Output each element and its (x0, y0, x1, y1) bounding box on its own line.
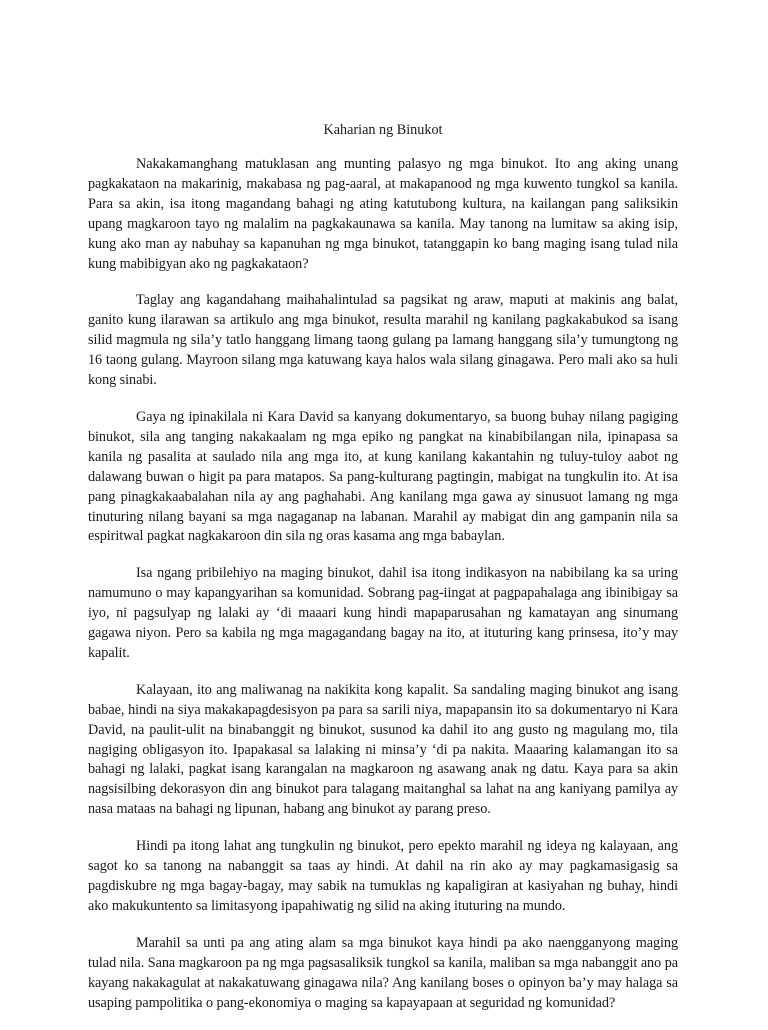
paragraph-6: Hindi pa itong lahat ang tungkulin ng binukot, pero epekto marahil ng ideya ng kalayaan, ang sagot ko sa tanong na nabanggit sa taas ay hindi. At dahil na rin ako ay may pagkamasigasig sa pagdiskubre ng mga bagay-bagay, may sabik na tumuklas ng kapaligiran at kasiyahan ng buhay, hindi ako makukuntento sa limitasyong ipapahiwatig ng silid na aking ituturing na mundo. (88, 838, 678, 914)
paragraph-4: Isa ngang pribilehiyo na maging binukot, dahil isa itong indikasyon na nabibilang ka sa uring namumuno o may kapangyarihan sa komunidad. Sobrang pag-iingat at pagpapahalaga ang ibinibigay sa iyo, ni pagsulyap ng lalaki ay ‘di maaari kung hindi mapaparusahan ng kamatayan ang sinumang gagawa niyon. Pero sa kabila ng mga magagandang bagay na ito, at ituturing kang prinsesa, ito’y may kapalit. (88, 565, 678, 661)
document-page (88, 0, 678, 1024)
paragraph-2: Taglay ang kagandahang maihahalintulad sa pagsikat ng araw, maputi at makinis ang balat, ganito kung ilarawan sa artikulo ang mga binukot, resulta marahil ng kanilang pagkakabukod sa isang silid magmula ng sila’y tatlo hanggang limang taong gulang pa lamang hanggang sila’y tumungtong ng 16 taong gulang. Mayroon silang mga katuwang kaya halos wala silang ginagawa. Pero mali ako sa huli kong sinabi. (88, 292, 678, 389)
paragraph-1: Nakakamanghang matuklasan ang munting palasyo ng mga binukot. Ito ang aking unang pagkakataon na makarinig, makabasa ng pag-aaral, at makapanood ng mga kuwento tungkol sa kanila. Para sa akin, isa itong magandang bahagi ng ating katutubong kultura, na kailangan pang saliksikin upang magkaroon tayo ng malalim na pagkakaunawa sa kanila. May tanong na lumitaw sa aking isip, kung ako man ay nabuhay sa kapanuhan ng mga binukot, tatanggapin ko bang maging isang tulad nila kung mabibigyan ako ng pagkakataon? (88, 156, 678, 272)
paragraph-5: Kalayaan, ito ang maliwanag na nakikita kong kapalit. Sa sandaling maging binukot ang isang babae, hindi na siya makakapagdesisyon pa para sa sarili niya, mapapansin ito sa dokumentaryo ni Kara David, na paulit-ulit na binabanggit ng binukot, susunod ka dahil ito ang gusto ng magulang mo, tila nagiging obligasyon ito. Ipapakasal sa lalaking ni minsa’y ‘di pa nakita. Maaaring kalamangan ito sa bahagi ng lalaki, pagkat isang karangalan na magkaroon ng asawang anak ng datu. Kaya para sa akin nagsisilbing dekorasyon din ang binukot para talagang maitanghal sa lahat na ang kaniyang pamilya ay nasa mataas na bahagi ng lipunan, habang ang binukot ay parang preso. (88, 681, 678, 818)
paragraph-3: Gaya ng ipinakilala ni Kara David sa kanyang dokumentaryo, sa buong buhay nilang pagiging binukot, sila ang tanging nakakaalam ng mga epiko ng pangkat na kinabibilangan nila, ipinapasa sa kanila ng pasalita at saulado nila ang mga ito, at kung kanilang kakantahin ng tuluy-tuloy aabot ng dalawang buwan o higit pa para matapos. Sa pang-kulturang pagtingin, mabigat na tungkulin ito. At isa pang pinagkakaabalahan nila ay ang paghahabi. Ang kanilang mga gawa ay sinusuot lamang ng mga tinuturing nilang bayani sa mga nagaganap na labanan. Marahil ay mabigat din ang gampanin nila sa espiritwal pagkat nagkakaroon din sila ng oras kasama ang mga babaylan. (88, 408, 678, 545)
document-title: Kaharian ng Binukot (323, 122, 443, 138)
document-body (88, 155, 678, 1030)
paragraph-7: Marahil sa unti pa ang ating alam sa mga binukot kaya hindi pa ako naengganyong maging tulad nila. Sana magkaroon pa ng mga pagsasaliksik tungkol sa kanila, maliban sa mga nabanggit ano pa kayang nakakagulat at nakakatuwang ginagawa nila? Ang kanilang boses o opinyon ba’y may halaga sa usaping pampolitika o pang-ekonomiya o maging sa kapayapaan at seguridad ng komunidad? (88, 934, 678, 1011)
